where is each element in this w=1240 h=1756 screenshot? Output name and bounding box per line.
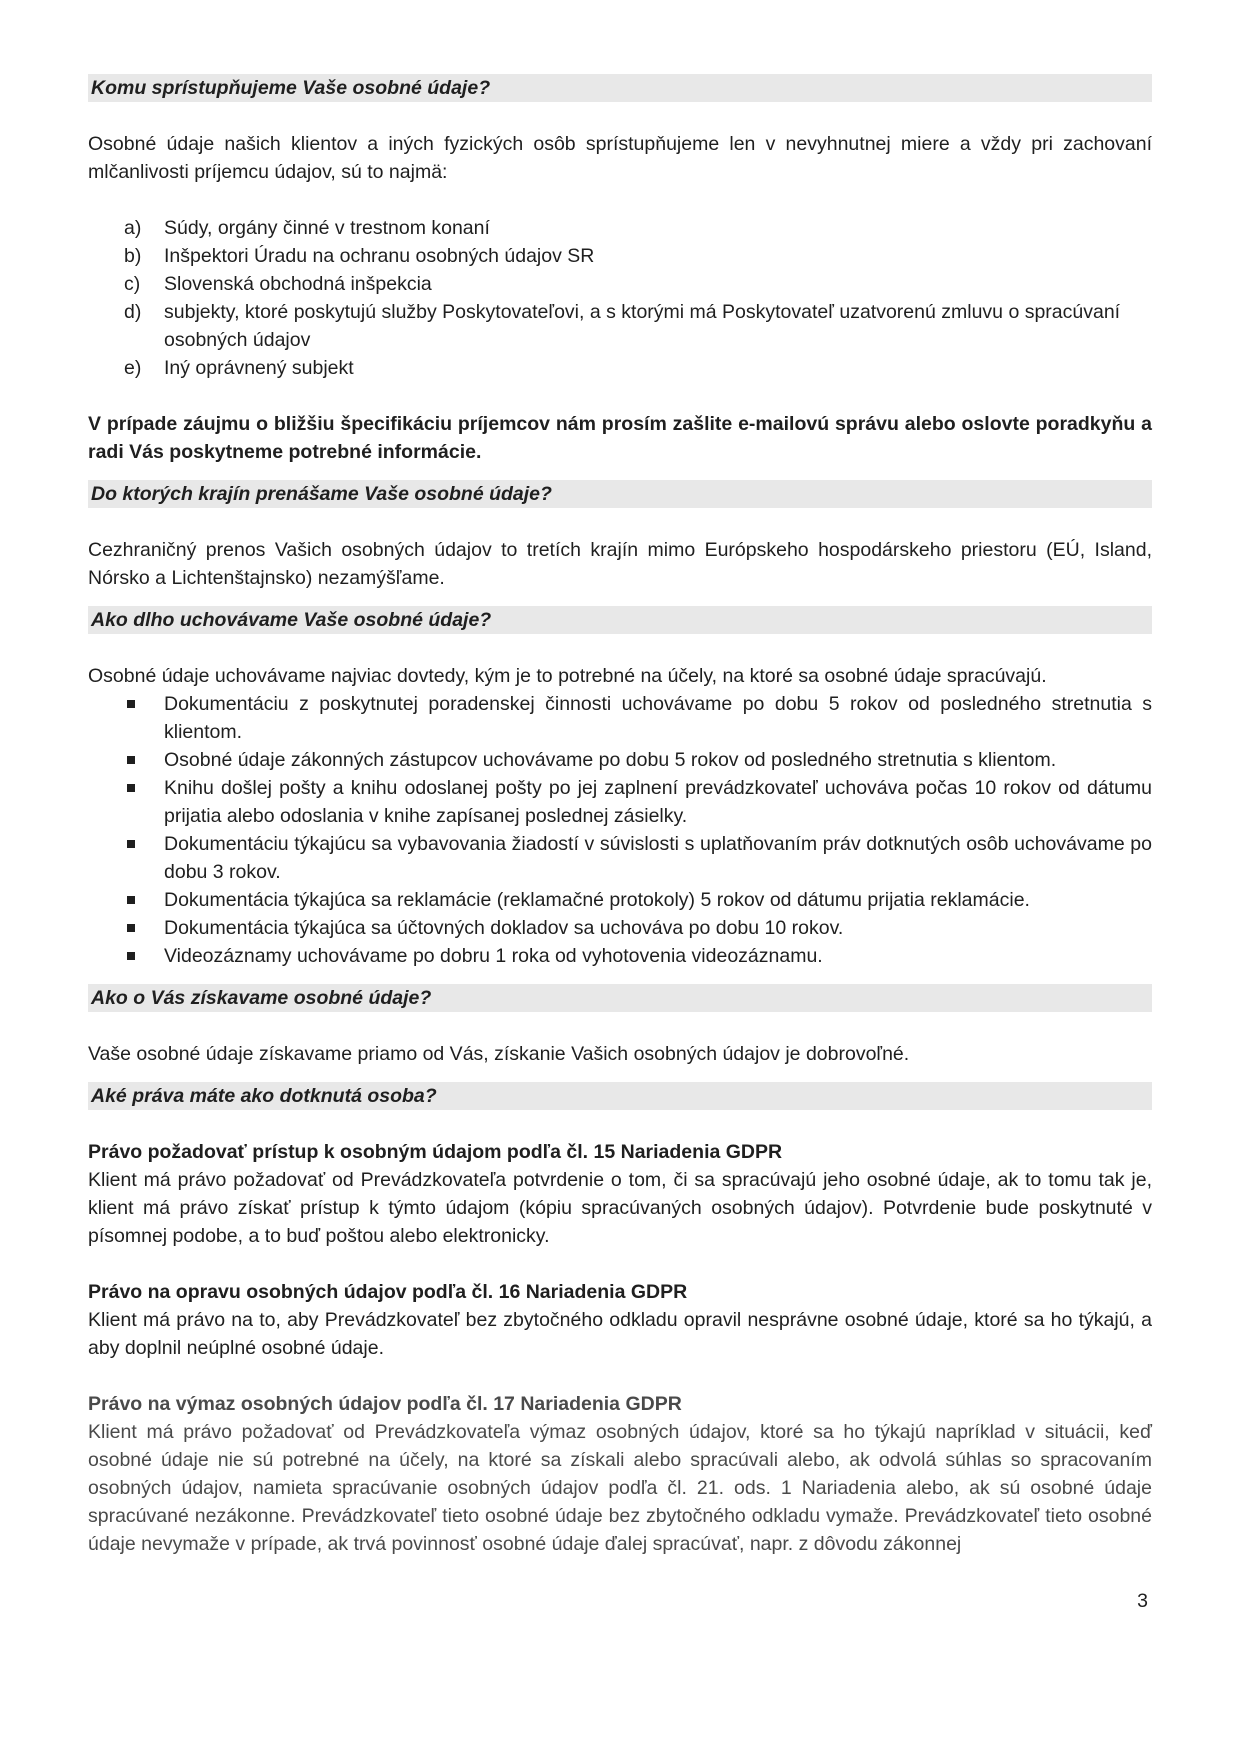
bullet-icon: [127, 756, 135, 764]
right-heading-rectification: Právo na opravu osobných údajov podľa čl. 16 Nariadenia GDPR: [88, 1281, 688, 1303]
bullet-icon: [127, 784, 135, 792]
list-item-text: Videozáznamy uchovávame po dobru 1 roka od vyhotovenia videozáznamu.: [164, 945, 823, 967]
right-heading-erasure: Právo na výmaz osobných údajov podľa čl. 17 Nariadenia GDPR: [88, 1393, 682, 1415]
list-item: [124, 746, 1152, 774]
bullet-icon: [127, 924, 135, 932]
list-marker: c): [124, 273, 141, 295]
right-heading-access: Právo požadovať prístup k osobným údajom podľa čl. 15 Nariadenia GDPR: [88, 1141, 783, 1163]
list-item: [124, 830, 1152, 886]
bullet-icon: [127, 840, 135, 848]
recipients-list: [88, 214, 1152, 382]
list-item: [124, 942, 1152, 970]
list-item-text: Dokumentáciu týkajúcu sa vybavovania žiadostí v súvislosti s uplatňovaním práv dotknutých osôb uchovávame po dobu 3 rokov.: [164, 833, 1152, 883]
list-item-text: Knihu došlej pošty a knihu odoslanej pošty po jej zaplnení prevádzkovateľ uchováva počas 10 rokov od dátumu prijatia alebo odoslania v knihe zapísanej poslednej zásielky.: [164, 777, 1152, 827]
list-marker: e): [124, 357, 142, 379]
bullet-icon: [127, 700, 135, 708]
recipients-note: V prípade záujmu o bližšiu špecifikáciu príjemcov nám prosím zašlite e-mailovú správu alebo oslovte poradkyňu a radi Vás poskytneme potrebné informácie.: [88, 413, 1152, 463]
list-marker: b): [124, 245, 142, 267]
transfer-text: Cezhraničný prenos Vašich osobných údajov to tretích krajín mimo Európskeho hospodárskeho priestoru (EÚ, Island, Nórsko a Lichtenštajnsko) nezamýšľame.: [88, 539, 1152, 589]
list-item: [124, 298, 1152, 354]
list-item-text: Dokumentáciu z poskytnutej poradenskej činnosti uchovávame po dobu 5 rokov od posledného stretnutia s klientom.: [164, 693, 1152, 743]
list-item-text: subjekty, ktoré poskytujú služby Poskytovateľovi, a s ktorými má Poskytovateľ uzatvorenú zmluvu o spracúvaní osobných údajov: [164, 301, 1121, 351]
list-item-text: Dokumentácia týkajúca sa účtovných dokladov sa uchováva po dobu 10 rokov.: [164, 917, 844, 939]
list-item-text: Iný oprávnený subjekt: [164, 357, 354, 379]
section-title-source: Ako o Vás získavame osobné údaje?: [88, 984, 1152, 1012]
document-page: [88, 74, 1152, 1558]
right-text-erasure: Klient má právo požadovať od Prevádzkovateľa výmaz osobných údajov, ktoré sa ho týkajú napríklad v situácii, keď osobné údaje nie sú potrebné na účely, na ktoré sa získali alebo spracúvali alebo, ak odvolá súhlas so spracovaním osobných údajov, namieta spracúvanie osobných údajov podľa čl. 21. ods. 1 Nariadenia alebo, ak sú osobné údaje spracúvané nezákonne. Prevádzkovateľ tieto osobné údaje bez zbytočného odkladu vymaže. Prevádzkovateľ tieto osobné údaje nevymaže v prípade, ak trvá povinnosť osobné údaje ďalej spracúvať, napr. z dôvodu zákonnej: [88, 1421, 1152, 1555]
section-title-transfer: Do ktorých krajín prenášame Vaše osobné údaje?: [88, 480, 1152, 508]
list-marker: d): [124, 301, 142, 323]
section-title-recipients: Komu sprístupňujeme Vaše osobné údaje?: [88, 74, 1152, 102]
list-item: [124, 914, 1152, 942]
list-item-text: Inšpektori Úradu na ochranu osobných údajov SR: [164, 245, 595, 267]
section-title-rights: Aké práva máte ako dotknutá osoba?: [88, 1082, 1152, 1110]
list-item-text: Osobné údaje zákonných zástupcov uchovávame po dobu 5 rokov od posledného stretnutia s klientom.: [164, 749, 1057, 771]
section-title-retention: Ako dlho uchovávame Vaše osobné údaje?: [88, 606, 1152, 634]
right-text-rectification: Klient má právo na to, aby Prevádzkovateľ bez zbytočného odkladu opravil nesprávne osobné údaje, ktoré sa ho týkajú, a aby doplnil neúplné osobné údaje.: [88, 1309, 1152, 1359]
bullet-icon: [127, 952, 135, 960]
list-marker: a): [124, 217, 142, 239]
list-item: [124, 774, 1152, 830]
list-item: [124, 214, 1152, 242]
list-item: [124, 690, 1152, 746]
list-item-text: Súdy, orgány činné v trestnom konaní: [164, 217, 490, 239]
retention-intro: Osobné údaje uchovávame najviac dovtedy, kým je to potrebné na účely, na ktoré sa osobné údaje spracúvajú.: [88, 665, 1047, 687]
list-item: [124, 270, 1152, 298]
recipients-intro: Osobné údaje našich klientov a iných fyzických osôb sprístupňujeme len v nevyhnutnej miere a vždy pri zachovaní mlčanlivosti príjemcu údajov, sú to najmä:: [88, 133, 1152, 183]
bullet-icon: [127, 896, 135, 904]
page-number: 3: [1137, 1590, 1148, 1612]
retention-list: [88, 690, 1152, 970]
source-text: Vaše osobné údaje získavame priamo od Vás, získanie Vašich osobných údajov je dobrovoľné.: [88, 1043, 910, 1065]
list-item: [124, 354, 1152, 382]
list-item-text: Slovenská obchodná inšpekcia: [164, 273, 432, 295]
list-item: [124, 886, 1152, 914]
list-item-text: Dokumentácia týkajúca sa reklamácie (reklamačné protokoly) 5 rokov od dátumu prijatia reklamácie.: [164, 889, 1030, 911]
list-item: [124, 242, 1152, 270]
right-text-access: Klient má právo požadovať od Prevádzkovateľa potvrdenie o tom, či sa spracúvajú jeho osobné údaje, ak to tomu tak je, klient má právo získať prístup k týmto údajom (kópiu spracúvaných osobných údajov). Potvrdenie bude poskytnuté v písomnej podobe, a to buď poštou alebo elektronicky.: [88, 1169, 1152, 1247]
